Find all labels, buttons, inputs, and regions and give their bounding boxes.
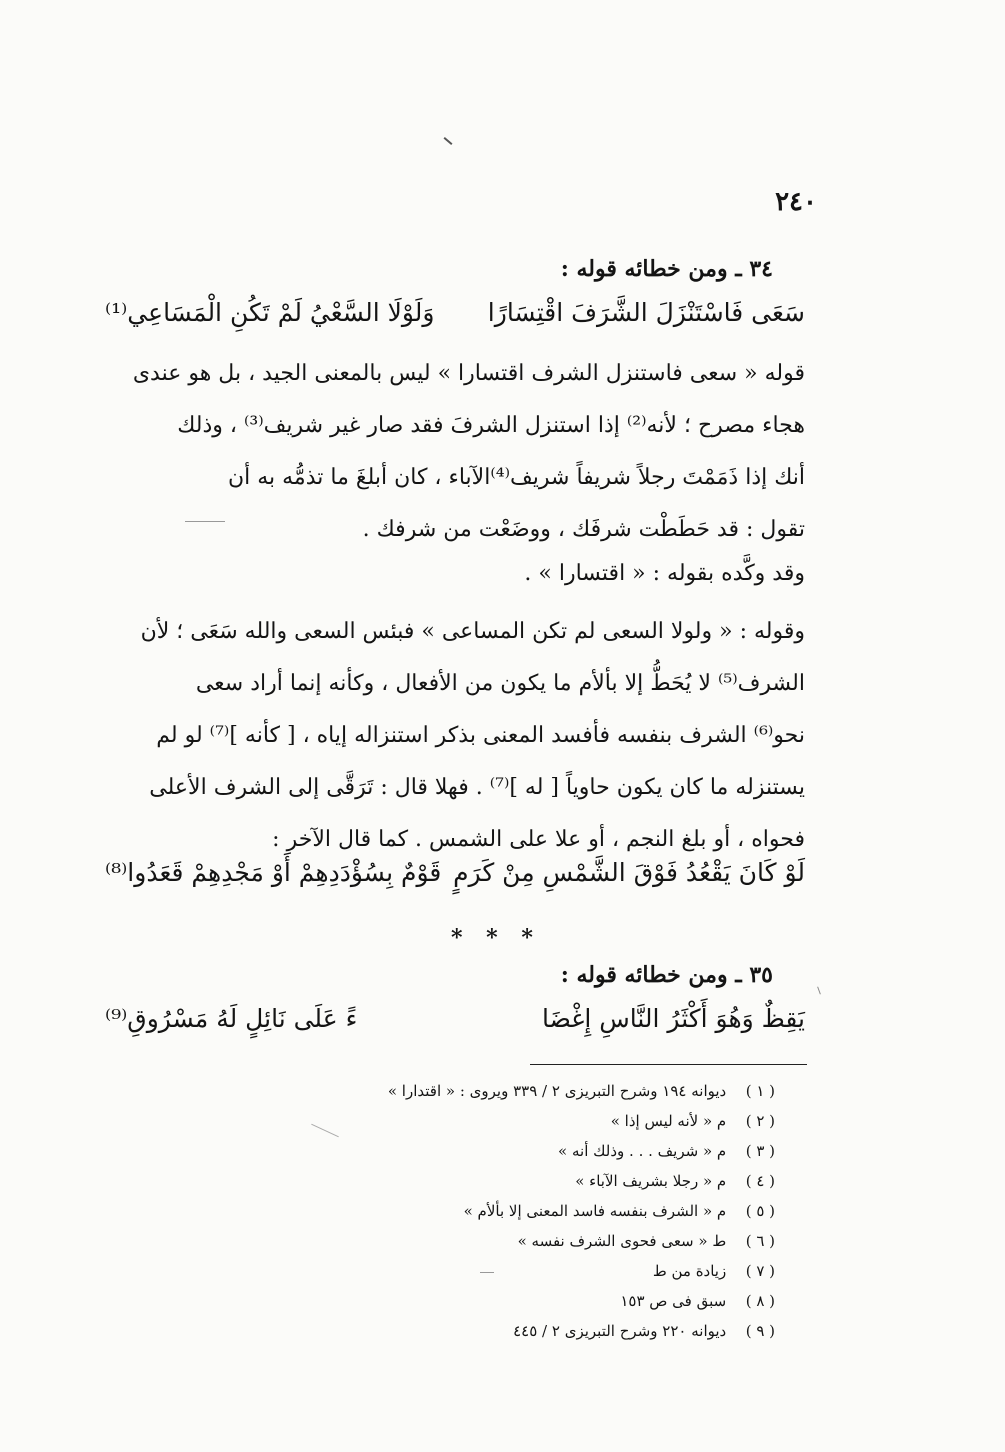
footnote-9 [215,1316,775,1346]
scan-speck [480,1272,494,1273]
verse-35-first-hemistich: يَقِظٌ وَهُوَ أَكْثَرُ النَّاسِ إِغْضَا [541,1004,805,1033]
footnote-6 [215,1226,775,1256]
footnote-4 [215,1166,775,1196]
footnote-text: م « رجلا بشريف الآباء » [575,1172,727,1190]
footnote-text: م « شريف . . . وذلك أنه » [558,1142,727,1160]
footnote-3 [215,1136,775,1166]
footnote-number: ( ٦ ) [745,1232,775,1250]
verse-34-first-hemistich: سَعَى فَاسْتَنْزَلَ الشَّرَفَ اقْتِسَارًا [487,298,805,327]
quotation-second-hemistich: قَوْمٌ بِسُؤْدَدِهِمْ أَوْ مَجْدِهِمْ قَعَدُوا⁽⁸⁾ [105,858,442,887]
footnote-number: ( ٤ ) [745,1172,775,1190]
verse-34-quotation [105,858,805,906]
footnote-number: ( ٥ ) [745,1202,775,1220]
paragraph-line: أنك إذا ذَمَمْتَ رجلاً شريفاً شريف⁽⁴⁾الآباء ، كان أبلغَ ما تذمُّه به أن [227,465,805,490]
footnote-text: ط « سعى فحوى الشرف نفسه » [517,1232,727,1250]
verse-35 [105,1004,805,1052]
verse-34-second-hemistich: وَلَوْلَا السَّعْيُ لَمْ تَكُنِ الْمَسَاعِي⁽¹⁾ [105,298,435,327]
scan-speck [185,521,225,522]
section-34-heading: ٣٤ ـ ومن خطائه قوله : [560,256,773,282]
paragraph-line: وقد وكَّده بقوله : « اقتسارا » . [524,561,805,586]
footnote-7 [215,1256,775,1286]
footnote-divider [530,1064,807,1065]
footnote-5 [215,1196,775,1226]
footnote-text: زيادة من ط [652,1262,727,1280]
quotation-first-hemistich: لَوْ كَانَ يَقْعُدُ فَوْقَ الشَّمْسِ مِنْ كَرَمٍ [453,858,805,887]
paragraph-3 [125,606,805,866]
footnote-8 [215,1286,775,1316]
footnote-text: ديوانه ٢٢٠ وشرح التبريزى ٢ / ٤٤٥ [513,1322,727,1340]
footnote-number: ( ١ ) [745,1082,775,1100]
paragraph-line: قوله « سعى فاستنزل الشرف اقتسارا » ليس بالمعنى الجيد ، بل هو عندى [132,361,805,386]
footnote-number: ( ٨ ) [745,1292,775,1310]
footnote-text: م « الشرف بنفسه فاسد المعنى إلا بألأم » [463,1202,727,1220]
paragraph-line: فحواه ، أو بلغ النجم ، أو علا على الشمس . كما قال الآخر : [272,827,805,852]
footnote-2 [215,1106,775,1136]
footnote-number: ( ٧ ) [745,1262,775,1280]
footnote-number: ( ٩ ) [745,1322,775,1340]
footnote-text: م « لأنه ليس إذا » [610,1112,727,1130]
section-35-heading: ٣٥ ـ ومن خطائه قوله : [560,962,773,988]
paragraph-2 [125,548,805,600]
paragraph-line: هجاء مصرح ؛ لأنه⁽²⁾ إذا استنزل الشرفَ فقد صار غير شريف⁽³⁾ ، وذلك [177,413,805,438]
footnote-text: ديوانه ١٩٤ وشرح التبريزى ٢ / ٣٣٩ ويروى : « اقتدارا » [387,1082,727,1100]
scan-speck [444,137,453,145]
footnote-number: ( ٣ ) [745,1142,775,1160]
footnote-text: سبق فى ص ١٥٣ [620,1292,727,1310]
footnote-1 [215,1076,775,1106]
scan-speck [817,987,821,995]
paragraph-line: الشرف⁽⁵⁾ لا يُحَطُّ إلا بألأم ما يكون من الأفعال ، وكأنه إنما أراد سعى [195,671,805,696]
paragraph-line: نحو⁽⁶⁾ الشرف بنفسه فأفسد المعنى بذكر استنزاله إياه ، [ كأنه ]⁽⁷⁾ لو لم [156,723,805,748]
section-separator: * * * [451,925,541,951]
verse-34 [105,298,805,346]
footnote-number: ( ٢ ) [745,1112,775,1130]
paragraph-line: تقول : قد حَطَطْت شرفَك ، ووضَعْت من شرفك . [362,517,805,542]
paragraph-line: يستنزله ما كان يكون حاوياً [ له ]⁽⁷⁾ . فهلا قال : تَرَقَّى إلى الشرف الأعلى [149,775,805,800]
page-number: ٢٤٠ [775,187,817,217]
paragraph-1 [125,348,805,556]
paragraph-line: وقوله : « ولولا السعى لم تكن المساعى » فبئس السعى والله سَعَى ؛ لأن [140,619,805,644]
footnotes [215,1076,775,1346]
verse-35-second-hemistich: ءً عَلَى نَائِلٍ لَهُ مَسْرُوقِ⁽⁹⁾ [105,1004,358,1033]
